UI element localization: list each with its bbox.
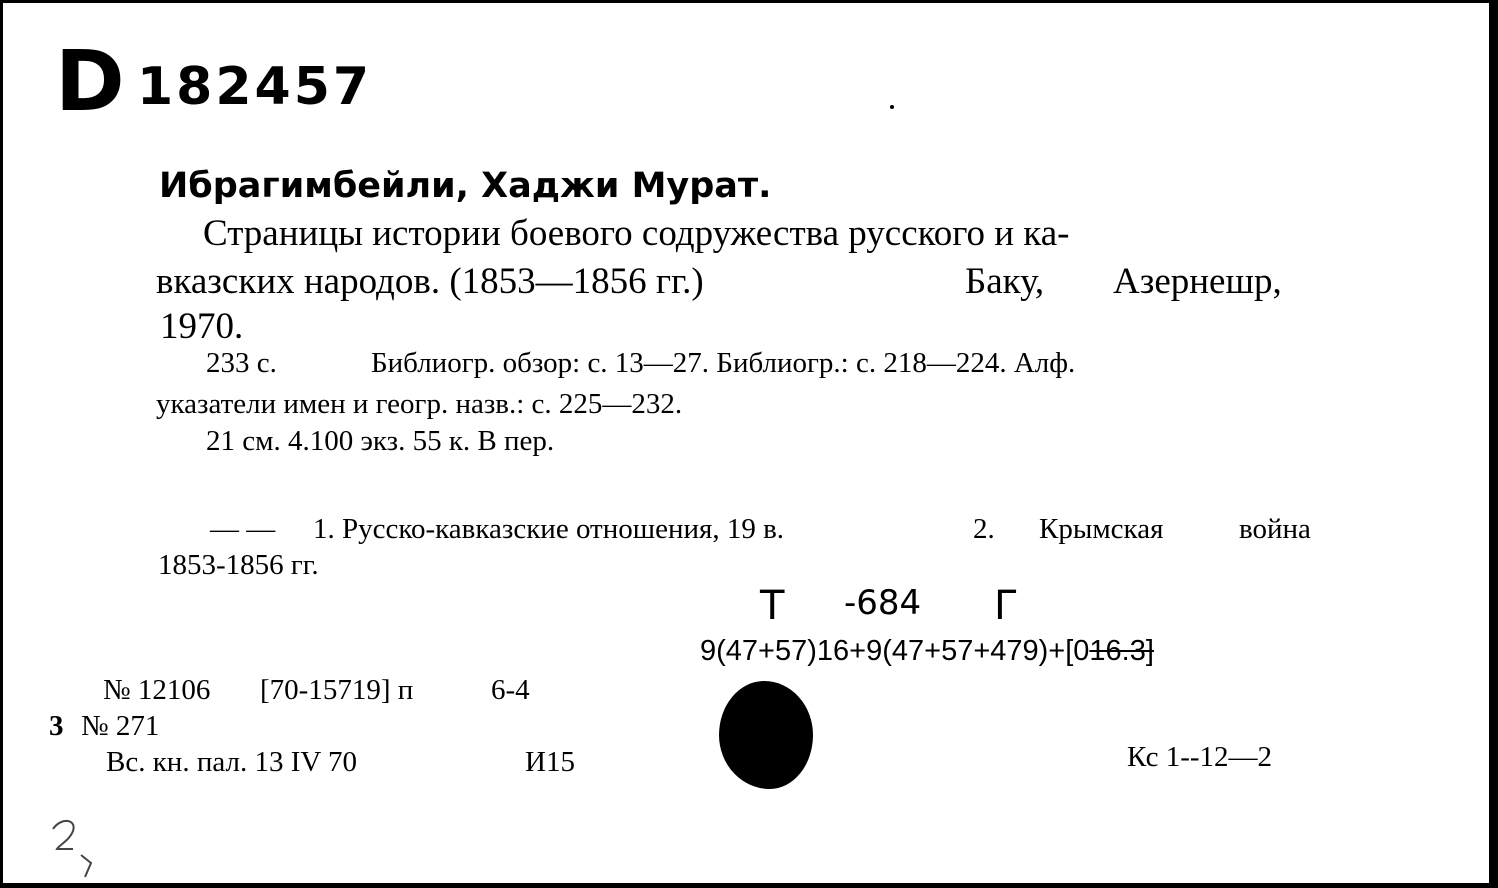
classification-struck: 16.3] (1089, 635, 1154, 667)
collation-pages: 233 с. (206, 347, 277, 379)
classification-index (700, 637, 1154, 666)
subject-2-word-2: война (1239, 513, 1311, 545)
call-number: 182457 (137, 57, 373, 117)
subject-dash: — — (210, 513, 276, 545)
card-edge-bottom (0, 883, 1498, 888)
ink-dot (890, 105, 894, 109)
title-line-1: Страницы истории боевого содружества русского и ка- (203, 213, 1070, 254)
record-tail: 6-4 (491, 674, 530, 706)
pencil-mark (47, 815, 107, 881)
author-heading: Ибрагимбейли, Хаджи Мурат. (159, 166, 772, 206)
chamber-stamp: Вс. кн. пал. 13 IV 70 (106, 746, 358, 778)
imprint-publisher: Азернешр, (1113, 261, 1282, 302)
handwritten-mark-1: Т (760, 583, 785, 629)
subject-2-dates: 1853-1856 гг. (158, 549, 319, 581)
call-number-letter: D (55, 32, 123, 130)
subject-2-word-1: Крымская (1039, 513, 1164, 545)
card-edge-right (1489, 0, 1498, 888)
record-prefix: 3 (49, 710, 64, 742)
handwritten-mark-3: Г (994, 583, 1019, 629)
chamber-code: И15 (525, 746, 575, 778)
kc-code: Кс 1--12—2 (1127, 741, 1273, 773)
record-code: [70-15719] п (260, 674, 414, 706)
record-no-2: № 271 (81, 710, 160, 742)
collation-size-edition: 21 см. 4.100 экз. 55 к. В пер. (206, 425, 555, 457)
record-no: № 12106 (103, 674, 211, 706)
catalog-card (3, 3, 1491, 884)
collation-indexes: указатели имен и геогр. назв.: с. 225—232. (156, 388, 683, 420)
collation-bibliography: Библиогр. обзор: с. 13—27. Библиогр.: с. 218—224. Алф. (371, 347, 1076, 379)
imprint-place: Баку, (965, 261, 1045, 302)
title-line-2: вказских народов. (1853—1856 гг.) (156, 261, 704, 302)
ink-blot (719, 681, 813, 789)
handwritten-mark-2: -684 (844, 583, 922, 623)
subject-2-number: 2. (973, 513, 995, 545)
imprint-year: 1970. (160, 306, 244, 347)
subject-1: 1. Русско-кавказские отношения, 19 в. (313, 513, 785, 545)
classification-main: 9(47+57)16+9(47+57+479)+[0 (700, 635, 1090, 667)
